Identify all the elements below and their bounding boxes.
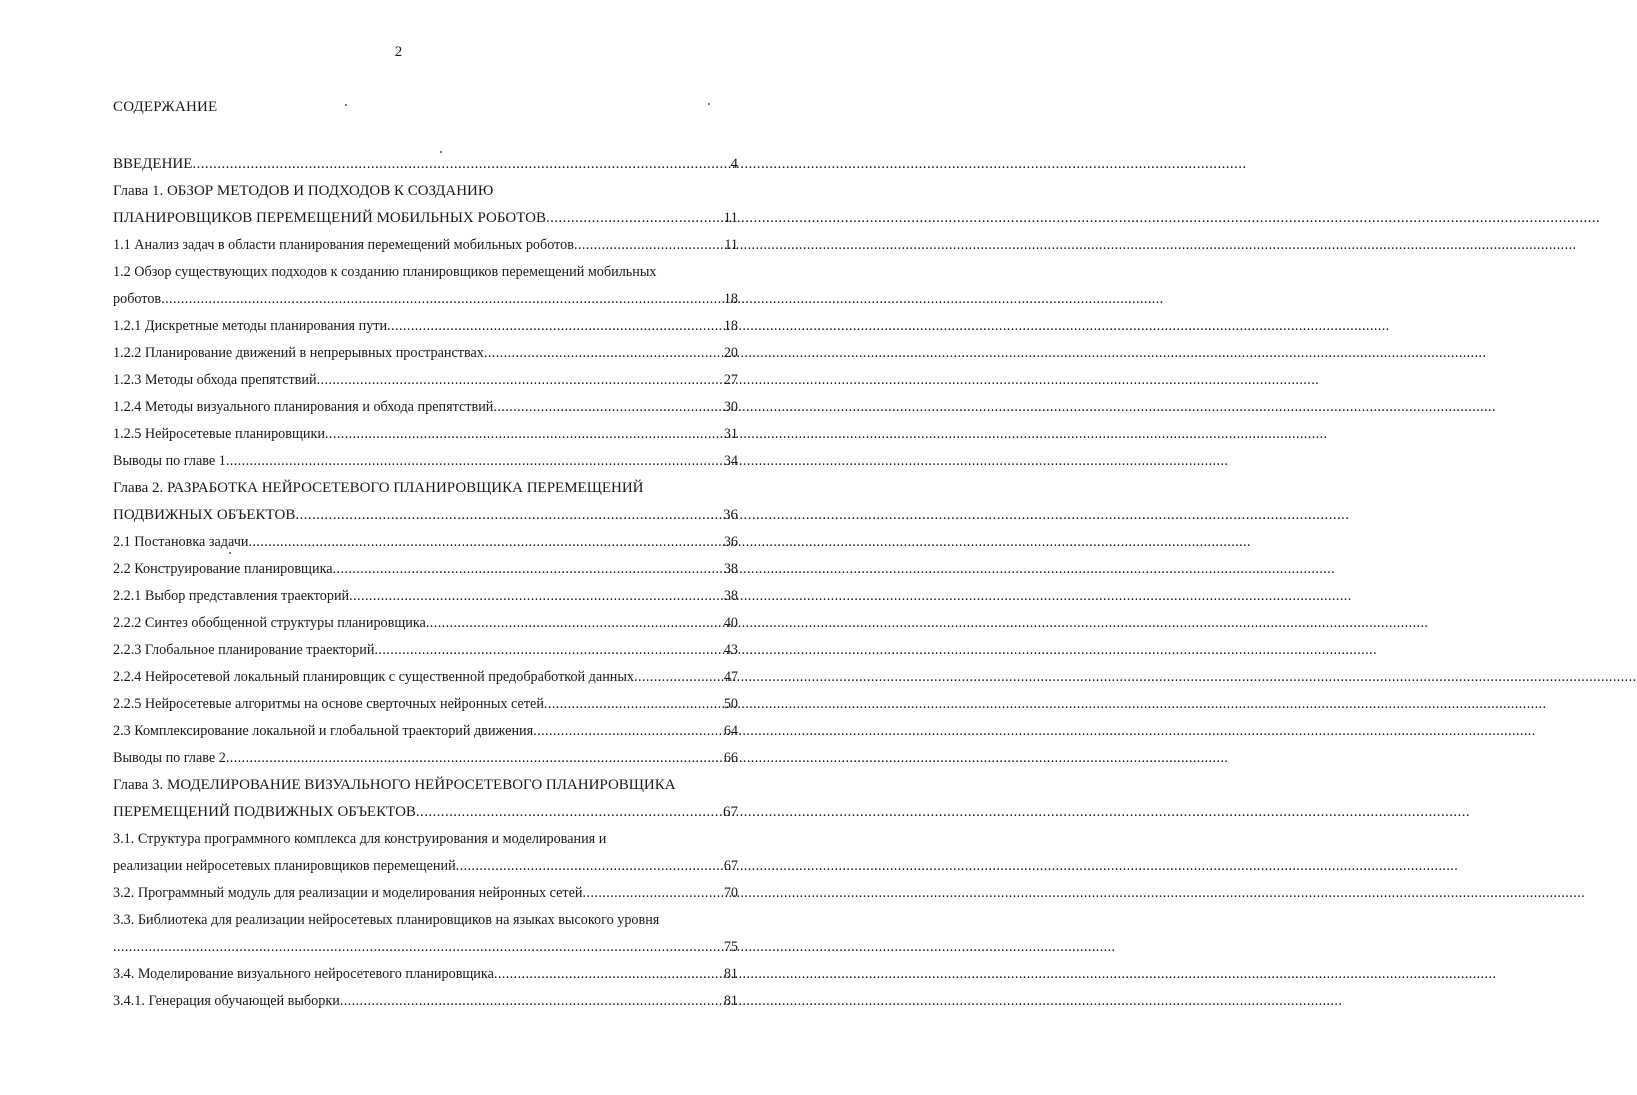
dot-leader — [426, 610, 723, 637]
table-of-contents — [113, 151, 738, 1015]
toc-entry[interactable] — [113, 583, 738, 610]
toc-entry-label: 3.4. Моделирование визуального нейросетевого планировщика — [113, 966, 494, 982]
dot-leader — [544, 691, 723, 718]
dot-leader — [161, 286, 723, 313]
toc-entry[interactable] — [113, 448, 738, 475]
toc-entry-page: 75 — [723, 939, 738, 955]
toc-entry-page: 11 — [724, 237, 738, 253]
toc-entry-page: 11 — [723, 210, 738, 226]
toc-entry[interactable] — [113, 313, 738, 340]
dot-leader — [248, 529, 722, 556]
toc-entry[interactable] — [113, 475, 738, 502]
toc-entry-page: 43 — [723, 642, 738, 658]
toc-entry[interactable] — [113, 691, 738, 718]
dot-leader — [192, 151, 729, 178]
toc-entry[interactable] — [113, 421, 738, 448]
toc-entry[interactable] — [113, 529, 738, 556]
toc-entry-label: 2.3 Комплексирование локальной и глобальной траекторий движения — [113, 723, 534, 739]
toc-entry-page: 38 — [723, 561, 738, 577]
dot-leader — [416, 799, 722, 826]
dot-leader — [333, 556, 723, 583]
toc-entry-page: 47 — [723, 669, 738, 685]
dot-leader — [574, 232, 723, 259]
toc-entry[interactable] — [113, 907, 738, 934]
dot-leader — [583, 880, 723, 907]
toc-entry[interactable] — [113, 286, 738, 313]
toc-entry-label: роботов — [113, 291, 162, 307]
toc-entry[interactable] — [113, 232, 738, 259]
toc-entry[interactable] — [113, 151, 738, 178]
toc-entry-label: 2.1 Постановка задачи — [113, 534, 249, 550]
toc-entry-page: 81 — [723, 993, 738, 1009]
dot-leader — [295, 502, 722, 529]
toc-entry[interactable] — [113, 394, 738, 421]
toc-entry[interactable] — [113, 880, 738, 907]
toc-entry[interactable] — [113, 826, 738, 853]
toc-entry[interactable] — [113, 610, 738, 637]
toc-entry[interactable] — [113, 340, 738, 367]
toc-entry[interactable] — [113, 367, 738, 394]
toc-entry[interactable] — [113, 718, 738, 745]
dot-leader — [494, 961, 723, 988]
toc-entry-page: 64 — [723, 723, 738, 739]
toc-entry[interactable] — [113, 637, 738, 664]
toc-entry-page: 40 — [723, 615, 738, 631]
toc-entry-label: Глава 2. РАЗРАБОТКА НЕЙРОСЕТЕВОГО ПЛАНИРОВЩИКА ПЕРЕМЕЩЕНИЙ — [113, 480, 644, 496]
toc-entry[interactable] — [113, 664, 738, 691]
dot-leader — [493, 394, 722, 421]
toc-entry-page: 67 — [723, 804, 738, 820]
dot-leader — [340, 988, 723, 1015]
toc-entry-page: 66 — [723, 750, 738, 766]
toc-entry-page: 70 — [723, 885, 738, 901]
toc-entry-label: 1.2.3 Методы обхода препятствий — [113, 372, 317, 388]
toc-entry-page: 36 — [723, 534, 738, 550]
toc-entry[interactable] — [113, 502, 738, 529]
toc-entry[interactable] — [113, 259, 738, 286]
toc-entry-page: 18 — [723, 318, 738, 334]
toc-entry-label: Выводы по главе 1 — [113, 453, 226, 469]
toc-entry-label: 2.2.1 Выбор представления траекторий — [113, 588, 350, 604]
toc-entry-label: 2.2.2 Синтез обобщенной структуры планировщика — [113, 615, 426, 631]
toc-entry[interactable] — [113, 205, 738, 232]
toc-entry[interactable] — [113, 745, 738, 772]
toc-entry-label: 3.1. Структура программного комплекса для конструирования и моделирования и — [113, 831, 607, 847]
toc-entry[interactable] — [113, 772, 738, 799]
toc-entry[interactable] — [113, 178, 738, 205]
dot-leader — [317, 367, 723, 394]
toc-entry-label: 3.4.1. Генерация обучающей выборки — [113, 993, 340, 1009]
toc-entry-label: ВВЕДЕНИЕ — [113, 156, 193, 172]
dot-leader — [349, 583, 723, 610]
toc-entry-page: 20 — [723, 345, 738, 361]
dot-leader — [226, 448, 723, 475]
page-title: СОДЕРЖАНИЕ — [113, 99, 218, 115]
toc-entry-page: 4 — [730, 156, 738, 172]
dot-leader — [546, 205, 723, 232]
toc-entry-label: ПЛАНИРОВЩИКОВ ПЕРЕМЕЩЕНИЙ МОБИЛЬНЫХ РОБОТОВ — [113, 210, 546, 226]
scan-speck — [345, 104, 347, 106]
toc-entry-label: 2.2 Конструирование планировщика — [113, 561, 333, 577]
toc-entry[interactable] — [113, 961, 738, 988]
toc-entry[interactable] — [113, 988, 738, 1015]
toc-entry-page: 27 — [723, 372, 738, 388]
toc-entry[interactable] — [113, 556, 738, 583]
toc-entry-label: Глава 1. ОБЗОР МЕТОДОВ И ПОДХОДОВ К СОЗДАНИЮ — [113, 183, 494, 199]
toc-entry-page: 30 — [723, 399, 738, 415]
toc-entry-label: 1.2.4 Методы визуального планирования и обхода препятствий — [113, 399, 494, 415]
toc-entry-page: 50 — [723, 696, 738, 712]
toc-entry[interactable] — [113, 934, 738, 961]
dot-leader — [387, 313, 723, 340]
toc-entry-page: 38 — [723, 588, 738, 604]
toc-entry-page: 18 — [723, 291, 738, 307]
toc-entry-label: ПОДВИЖНЫХ ОБЪЕКТОВ — [113, 507, 296, 523]
dot-leader — [226, 745, 723, 772]
toc-entry-page: 31 — [723, 426, 738, 442]
toc-entry-page: 67 — [723, 858, 738, 874]
toc-entry-label: 3.2. Программный модуль для реализации и моделирования нейронных сетей — [113, 885, 583, 901]
dot-leader — [113, 934, 723, 961]
toc-entry-label: 2.2.4 Нейросетевой локальный планировщик с существенной предобработкой данных — [113, 669, 635, 685]
toc-entry-label: ПЕРЕМЕЩЕНИЙ ПОДВИЖНЫХ ОБЪЕКТОВ — [113, 804, 416, 820]
toc-entry-label: 1.2.2 Планирование движений в непрерывных пространствах — [113, 345, 484, 361]
toc-entry-label: реализации нейросетевых планировщиков перемещений — [113, 858, 456, 874]
toc-entry-label: 1.1 Анализ задач в области планирования перемещений мобильных роботов — [113, 237, 574, 253]
toc-entry-label: 2.2.3 Глобальное планирование траекторий — [113, 642, 375, 658]
dot-leader — [634, 664, 723, 691]
dot-leader — [325, 421, 723, 448]
toc-entry-label: Глава 3. МОДЕЛИРОВАНИЕ ВИЗУАЛЬНОГО НЕЙРОСЕТЕВОГО ПЛАНИРОВЩИКА — [113, 777, 676, 793]
dot-leader — [484, 340, 723, 367]
toc-entry-label: 1.2.1 Дискретные методы планирования пути — [113, 318, 388, 334]
toc-entry-label: 1.2.5 Нейросетевые планировщики — [113, 426, 325, 442]
dot-leader — [374, 637, 722, 664]
toc-entry-label: Выводы по главе 2 — [113, 750, 226, 766]
toc-entry[interactable] — [113, 853, 738, 880]
toc-entry-page: 34 — [723, 453, 738, 469]
toc-entry[interactable] — [113, 799, 738, 826]
toc-entry-page: 36 — [723, 507, 738, 523]
dot-leader — [456, 853, 723, 880]
page-number: 2 — [394, 44, 403, 60]
toc-entry-label: 3.3. Библиотека для реализации нейросетевых планировщиков на языках высокого уровня — [113, 912, 660, 928]
scan-speck — [708, 103, 710, 105]
toc-entry-label: 2.2.5 Нейросетевые алгоритмы на основе сверточных нейронных сетей — [113, 696, 544, 712]
dot-leader — [533, 718, 723, 745]
toc-entry-page: 81 — [723, 966, 738, 982]
toc-entry-label: 1.2 Обзор существующих подходов к созданию планировщиков перемещений мобильных — [113, 264, 657, 280]
